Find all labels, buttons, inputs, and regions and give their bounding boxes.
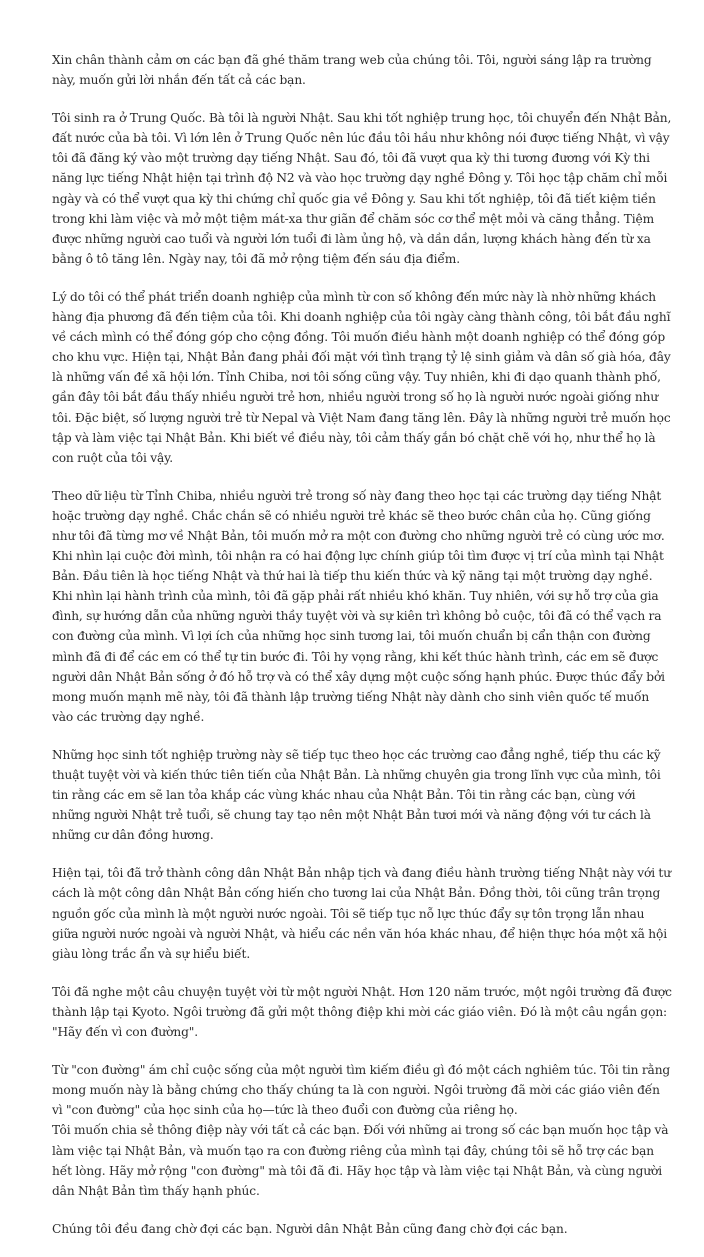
- paragraph-closing: Chúng tôi đều đang chờ đợi các bạn. Người dân Nhật Bản cũng đang chờ đợi các bạn.: [52, 1221, 568, 1236]
- paragraph-greeting: Xin chân thành cảm ơn các bạn đã ghé thăm trang web của chúng tôi. Tôi, người sáng lập ra trường này, muốn gửi lời nhắn đến tất cả các bạn.: [52, 53, 652, 88]
- paragraph-citizenship: Hiện tại, tôi đã trở thành công dân Nhật Bản nhập tịch và đang điều hành trường tiếng Nhật này với tư cách là một công dân Nhật Bản cống hiến cho tương lai của Nhật Bản. Đồng thời, tôi cũng trân trọng nguồn gốc của mình là một người nước ngoài. Tôi sẽ tiếp tục nỗ lực thúc đẩy sự tôn trọng lẫn nhau giữa người nước ngoài và người Nhật, và hiểu các nền văn hóa khác nhau, để hiện thực hóa một xã hội giàu lòng trắc ẩn và sự hiểu biết.: [52, 866, 671, 961]
- paragraph-graduates: Những học sinh tốt nghiệp trường này sẽ tiếp tục theo học các trường cao đẳng nghề, tiếp thu các kỹ thuật tuyệt vời và kiến thức tiên tiến của Nhật Bản. Là những chuyên gia trong lĩnh vực của mình, tôi tin rằng các em sẽ lan tỏa khắp các vùng khác nhau của Nhật Bản. Tôi tin rằng các bạn, cùng với những người Nhật trẻ tuổi, sẽ chung tay tạo nên một Nhật Bản tươi mới và năng động với tư cách là những cư dân đồng hương.: [52, 747, 661, 843]
- paragraph-school-founding: Theo dữ liệu từ Tỉnh Chiba, nhiều người trẻ trong số này đang theo học tại các trường dạy tiếng Nhật hoặc trường dạy nghề. Chắc chắn sẽ có nhiều người trẻ khác sẽ theo bước chân của họ. Cũng giống như tôi đã từng mơ về Nhật Bản, tôi muốn mở ra một con đường cho những người trẻ có cùng ước mơ. Khi nhìn lại cuộc đời mình, tôi nhận ra có hai động lực chính giúp tôi tìm được vị trí của mình tại Nhật Bản. Đầu tiên là học tiếng Nhật và thứ hai là tiếp thu kiến thức và kỹ năng tại một trường dạy nghề. Khi nhìn lại hành trình của mình, tôi đã gặp phải rất nhiều khó khăn. Tuy nhiên, với sự hỗ trợ của gia đình, sự hướng dẫn của những người thầy tuyệt vời và sự kiên trì không bỏ cuộc, tôi đã có thể vạch ra con đường của mình. Vì lợi ích của những học sinh tương lai, tôi muốn chuẩn bị cẩn thận con đường mình đã đi để các em có thể tự tin bước đi. Tôi hy vọng rằng, khi kết thúc hành trình, các em sẽ được người dân Nhật Bản sống ở đó hỗ trợ và có thể xây dựng một cuộc sống hạnh phúc. Được thúc đẩy bởi mong muốn mạnh mẽ này, tôi đã thành lập trường tiếng Nhật này dành cho sinh viên quốc tế muốn vào các trường dạy nghề.: [52, 488, 665, 724]
- paragraph-background: Tôi sinh ra ở Trung Quốc. Bà tôi là người Nhật. Sau khi tốt nghiệp trung học, tôi chuyển đến Nhật Bản, đất nước của bà tôi. Vì lớn lên ở Trung Quốc nên lúc đầu tôi hầu như không nói được tiếng Nhật, vì vậy tôi đã đăng ký vào một trường dạy tiếng Nhật. Sau đó, tôi đã vượt qua kỳ thi tương đương với Kỳ thi năng lực tiếng Nhật hiện tại trình độ N2 và vào học trường dạy nghề Đông y. Tôi học tập chăm chỉ mỗi ngày và có thể vượt qua kỳ thi chứng chỉ quốc gia về Đông y. Sau khi tốt nghiệp, tôi đã tiết kiệm tiền trong khi làm việc và mở một tiệm mát-xa thư giãn để chăm sóc cơ thể mệt mỏi và căng thẳng. Tiệm được những người cao tuổi và người lớn tuổi đi làm ủng hộ, và dần dần, lượng khách hàng đến từ xa bằng ô tô tăng lên. Ngày nay, tôi đã mở rộng tiệm đến sáu địa điểm.: [52, 111, 672, 266]
- founder-message: [52, 50, 672, 1257]
- paragraph-community: Lý do tôi có thể phát triển doanh nghiệp của mình từ con số không đến mức này là nhờ những khách hàng địa phương đã đến tiệm của tôi. Khi doanh nghiệp của tôi ngày càng thành công, tôi bắt đầu nghĩ về cách mình có thể đóng góp cho cộng đồng. Tôi muốn điều hành một doanh nghiệp có thể đóng góp cho khu vực. Hiện tại, Nhật Bản đang phải đối mặt với tình trạng tỷ lệ sinh giảm và dân số già hóa, đây là những vấn đề xã hội lớn. Tỉnh Chiba, nơi tôi sống cũng vậy. Tuy nhiên, khi đi dạo quanh thành phố, gần đây tôi bắt đầu thấy nhiều người trẻ hơn, nhiều người trong số họ là người nước ngoài giống như tôi. Đặc biệt, số lượng người trẻ từ Nepal và Việt Nam đang tăng lên. Đây là những người trẻ muốn học tập và làm việc tại Nhật Bản. Khi biết về điều này, tôi cảm thấy gắn bó chặt chẽ với họ, như thể họ là con ruột của tôi vậy.: [52, 289, 671, 465]
- paragraph-the-path: Từ "con đường" ám chỉ cuộc sống của một người tìm kiếm điều gì đó một cách nghiêm túc. Tôi tin rằng mong muốn này là bằng chứng cho thấy chúng ta là con người. Ngôi trường đã mời các giáo viên đến vì "con đường" của học sinh của họ—tức là theo đuổi con đường của riêng họ. Tôi muốn chia sẻ thông điệp này với tất cả các bạn. Đối với những ai trong số các bạn muốn học tập và làm việc tại Nhật Bản, và muốn tạo ra con đường riêng của mình tại đây, chúng tôi sẽ hỗ trợ các bạn hết lòng. Hãy mở rộng "con đường" mà tôi đã đi. Hãy học tập và làm việc tại Nhật Bản, và cùng người dân Nhật Bản tìm thấy hạnh phúc.: [52, 1063, 671, 1198]
- paragraph-kyoto-story: Tôi đã nghe một câu chuyện tuyệt vời từ một người Nhật. Hơn 120 năm trước, một ngôi trường đã được thành lập tại Kyoto. Ngôi trường đã gửi một thông điệp khi mời các giáo viên. Đó là một câu ngắn gọn: "Hãy đến vì con đường".: [52, 984, 672, 1040]
